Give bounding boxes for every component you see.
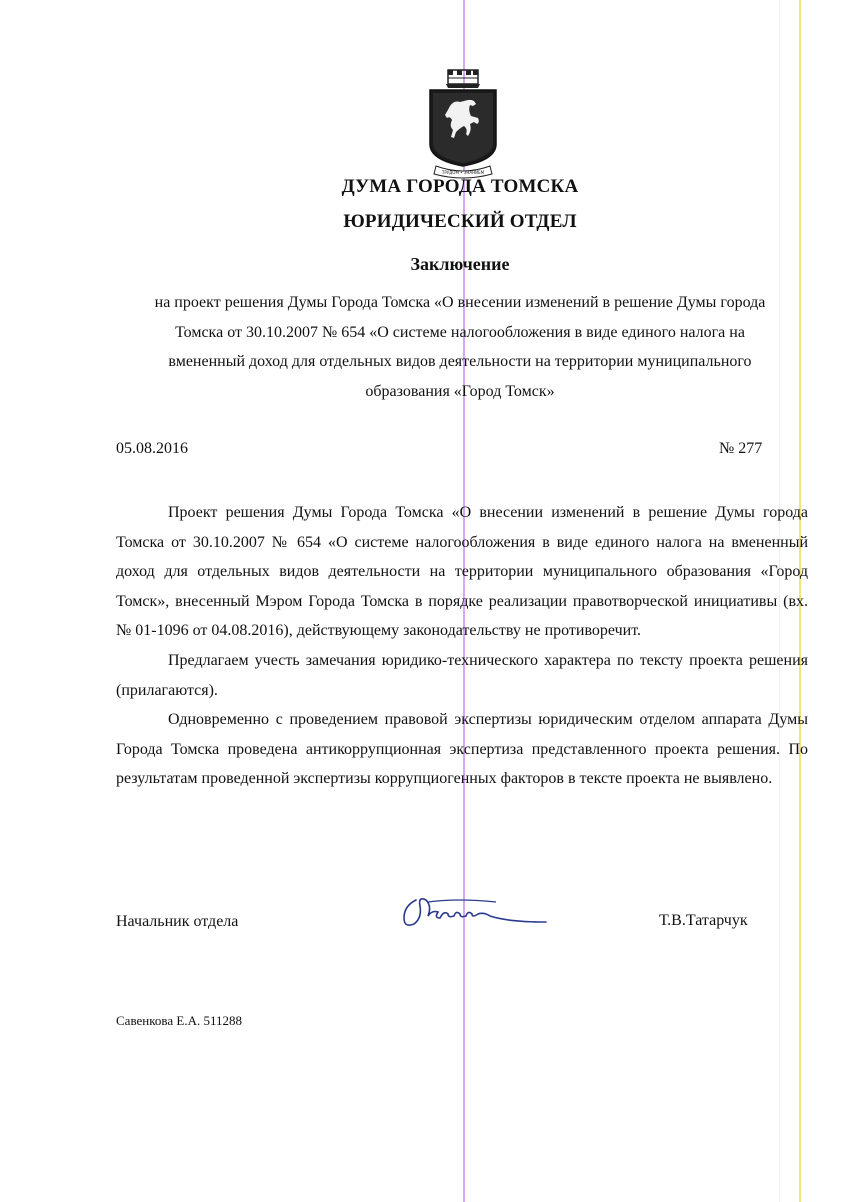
subject-line: Томска от 30.10.2007 № 654 «О системе налогообложения в виде единого налога на xyxy=(175,323,745,341)
department-name: ЮРИДИЧЕСКИЙ ОТДЕЛ xyxy=(343,211,577,232)
subject-line: на проект решения Думы Города Томска «О внесении изменений в решение Думы города xyxy=(154,294,766,311)
document-date: 05.08.2016 xyxy=(116,440,188,457)
subject-line: образования «Город Томск» xyxy=(365,382,555,400)
signatory-position: Начальник отдела xyxy=(116,913,239,930)
body-paragraph: Одновременно с проведением правовой экспертизы юридическим отделом аппарата Думы Города Томска проведена антикоррупционная экспертиза представленного проекта решения. По результатам проведенной экспертизы коррупциогенных факторов в тексте проекта не выявлено. xyxy=(116,711,808,788)
handwritten-signature xyxy=(398,892,548,934)
signature-stroke xyxy=(404,899,546,925)
crown-icon xyxy=(446,70,480,88)
emblem-motto: ТРУДОМ • ЗНАНИЕМ xyxy=(441,170,485,175)
document-title: Заключение xyxy=(410,254,510,274)
document-number: № 277 xyxy=(719,440,763,457)
executor-info: Савенкова Е.А. 511288 xyxy=(116,1013,242,1028)
subject-line: вмененный доход для отдельных видов деятельности на территории муниципального xyxy=(168,353,752,370)
document-body xyxy=(116,498,808,794)
organization-name: ДУМА ГОРОДА ТОМСКА xyxy=(341,176,579,197)
tomsk-coat-of-arms xyxy=(426,66,500,180)
document-subject xyxy=(112,288,808,406)
signatory-name: Т.В.Татарчук xyxy=(659,912,748,929)
body-paragraph: Проект решения Думы Города Томска «О внесении изменений в решение Думы города Томска от 30.10.2007 № 654 «О системе налогообложения в виде единого налога на вмененный доход для отдельных видов деятельности на территории муниципального образования «Город Томск», внесенный Мэром Города Томска в порядке реализации правотворческой инициативы (вх. № 01-1096 от 04.08.2016), действующему законодательству не противоречит. xyxy=(116,504,808,640)
body-paragraph: Предлагаем учесть замечания юридико-технического характера по тексту проекта решения (прилагаются). xyxy=(116,651,808,699)
